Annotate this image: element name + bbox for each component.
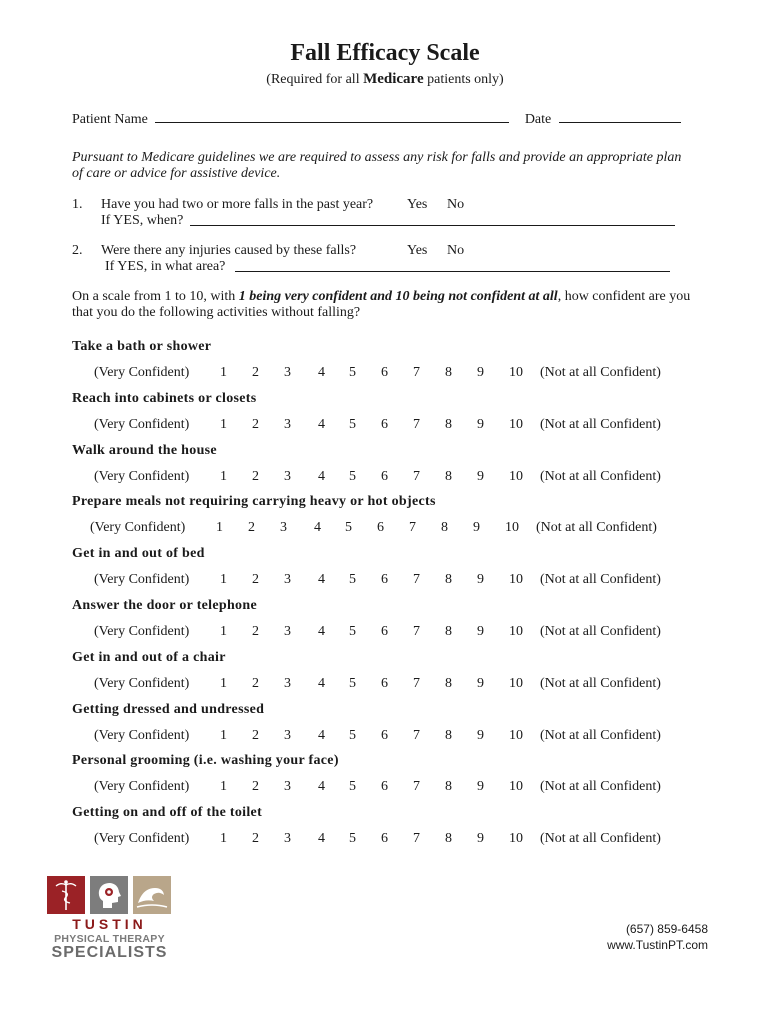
rating-option-6[interactable]: 6 (381, 468, 388, 484)
activity-item (72, 339, 692, 391)
rating-option-9[interactable]: 9 (477, 779, 484, 795)
activity-item (72, 546, 692, 598)
logo-line-2: PHYSICAL THERAPY (54, 933, 165, 945)
intro-text: Pursuant to Medicare guidelines we are required to assess any risk for falls and provide an appropriate plan of care or advice for assistive device. (72, 150, 682, 181)
question-text: Were there any injuries caused by these falls? (101, 243, 357, 258)
rating-option-2[interactable]: 2 (252, 365, 259, 380)
rating-option-9[interactable]: 9 (477, 416, 484, 432)
rating-option-5[interactable]: 5 (349, 831, 356, 847)
activity-item (72, 805, 692, 857)
contact-info (607, 921, 708, 953)
rating-option-3[interactable]: 3 (284, 779, 291, 795)
rating-option-2[interactable]: 2 (248, 520, 255, 536)
rating-option-10[interactable]: 10 (509, 416, 523, 432)
rating-option-5[interactable]: 5 (349, 365, 356, 380)
rating-option-8[interactable]: 8 (445, 727, 452, 743)
website-link[interactable]: www.TustinPT.com (607, 938, 708, 952)
rating-option-3[interactable]: 3 (284, 416, 291, 432)
rating-option-9[interactable]: 9 (477, 675, 484, 691)
very-confident-label: (Very Confident) (94, 365, 190, 380)
rating-option-2[interactable]: 2 (252, 779, 259, 795)
rating-option-3[interactable]: 3 (284, 831, 291, 847)
page-title: Fall Efficacy Scale (290, 40, 480, 66)
rating-option-6[interactable]: 6 (381, 365, 388, 380)
rating-option-1[interactable]: 1 (220, 572, 227, 588)
rating-option-5[interactable]: 5 (349, 416, 356, 432)
rating-option-7[interactable]: 7 (413, 624, 420, 639)
rating-option-4[interactable]: 4 (318, 779, 325, 795)
very-confident-label: (Very Confident) (94, 416, 190, 432)
rating-option-6[interactable]: 6 (381, 416, 388, 432)
activity-item (72, 702, 692, 754)
rating-option-4[interactable]: 4 (318, 624, 325, 639)
rating-option-10[interactable]: 10 (505, 520, 519, 536)
rating-option-2[interactable]: 2 (252, 624, 259, 639)
activity-label: Personal grooming (i.e. washing your face) (72, 753, 339, 769)
activity-label: Walk around the house (72, 442, 217, 458)
phone-number: (657) 859-6458 (625, 922, 708, 936)
question-text: Have you had two or more falls in the past year? (101, 197, 374, 212)
date-label: Date (524, 112, 552, 127)
rating-scale-row (72, 365, 692, 383)
not-confident-label: (Not at all Confident) (536, 520, 657, 536)
not-confident-label: (Not at all Confident) (540, 365, 661, 380)
followup-label: If YES, in what area? (105, 259, 226, 274)
rating-option-3[interactable]: 3 (284, 365, 291, 380)
rating-scale-row (72, 469, 692, 487)
rating-option-3[interactable]: 3 (284, 624, 291, 639)
activity-label: Get in and out of a chair (72, 649, 226, 665)
activity-label: Take a bath or shower (72, 339, 212, 354)
rating-option-3[interactable]: 3 (284, 675, 291, 691)
rating-option-9[interactable]: 9 (477, 727, 484, 743)
not-confident-label: (Not at all Confident) (540, 468, 661, 484)
no-option[interactable]: No (447, 243, 465, 258)
rating-option-2[interactable]: 2 (252, 572, 259, 588)
wave-icon (133, 876, 171, 914)
activity-item (72, 650, 692, 702)
rating-option-1[interactable]: 1 (220, 779, 227, 795)
rating-scale-row (72, 572, 692, 590)
rating-option-10[interactable]: 10 (509, 727, 523, 743)
very-confident-label: (Very Confident) (94, 779, 190, 795)
scale-instructions-emphasis: 1 being very confident and 10 being not confident at all (238, 289, 558, 304)
rating-option-2[interactable]: 2 (252, 831, 259, 847)
not-confident-label: (Not at all Confident) (540, 675, 661, 691)
rating-option-8[interactable]: 8 (441, 520, 448, 536)
rating-option-7[interactable]: 7 (413, 779, 420, 795)
rating-scale-row (72, 831, 692, 849)
activity-label: Answer the door or telephone (72, 598, 257, 613)
rating-option-7[interactable]: 7 (413, 468, 420, 484)
rating-option-6[interactable]: 6 (381, 624, 388, 639)
head-profile-icon (90, 876, 128, 914)
question-number: 1. (72, 197, 83, 212)
rating-option-6[interactable]: 6 (381, 572, 388, 588)
rating-option-3[interactable]: 3 (284, 727, 291, 743)
rating-option-8[interactable]: 8 (445, 365, 452, 380)
rating-option-4[interactable]: 4 (318, 831, 325, 847)
activity-item (72, 598, 692, 650)
rating-option-6[interactable]: 6 (381, 779, 388, 795)
rating-option-4[interactable]: 4 (314, 520, 321, 536)
rating-option-8[interactable]: 8 (445, 468, 452, 484)
followup-field[interactable] (235, 271, 670, 272)
rating-option-4[interactable]: 4 (318, 572, 325, 588)
patient-info-row (72, 110, 681, 128)
scale-instructions: On a scale from 1 to 10, with 1 being very confident and 10 being not confident at all, how confident are you that you do the following activities without falling? (72, 289, 691, 320)
rating-option-1[interactable]: 1 (220, 365, 227, 380)
rating-scale-row (72, 779, 692, 797)
very-confident-label: (Very Confident) (94, 624, 190, 639)
very-confident-label: (Very Confident) (94, 572, 190, 588)
rating-option-5[interactable]: 5 (345, 520, 352, 536)
not-confident-label: (Not at all Confident) (540, 416, 661, 432)
rating-option-8[interactable]: 8 (445, 831, 452, 847)
rating-option-2[interactable]: 2 (252, 416, 259, 432)
rating-option-5[interactable]: 5 (349, 572, 356, 588)
not-confident-label: (Not at all Confident) (540, 727, 661, 743)
activity-label: Getting dressed and undressed (72, 701, 265, 717)
caduceus-icon (47, 876, 85, 914)
date-field[interactable] (559, 110, 681, 123)
rating-scale-row (72, 520, 692, 538)
rating-option-10[interactable]: 10 (509, 572, 523, 588)
rating-option-10[interactable]: 10 (509, 468, 523, 484)
rating-option-1[interactable]: 1 (216, 520, 223, 536)
rating-option-10[interactable]: 10 (509, 365, 523, 380)
rating-option-6[interactable]: 6 (381, 675, 388, 691)
activity-item (72, 391, 692, 443)
yes-option[interactable]: Yes (407, 243, 428, 258)
logo-line-1: TUSTIN (72, 916, 147, 932)
rating-option-8[interactable]: 8 (445, 779, 452, 795)
rating-scale-row (72, 624, 692, 642)
rating-option-6[interactable]: 6 (381, 831, 388, 847)
rating-option-9[interactable]: 9 (477, 624, 484, 639)
patient-name-label: Patient Name (72, 112, 148, 127)
rating-option-4[interactable]: 4 (318, 727, 325, 743)
not-confident-label: (Not at all Confident) (540, 779, 661, 795)
followup-label: If YES, when? (101, 213, 184, 228)
rating-option-9[interactable]: 9 (473, 520, 480, 536)
rating-option-6[interactable]: 6 (377, 520, 384, 536)
rating-option-1[interactable]: 1 (220, 675, 227, 691)
rating-option-7[interactable]: 7 (413, 727, 420, 743)
followup-field[interactable] (190, 225, 675, 226)
rating-option-7[interactable]: 7 (413, 831, 420, 847)
rating-option-10[interactable]: 10 (509, 624, 523, 639)
tustin-logo (47, 876, 177, 966)
yes-option[interactable]: Yes (407, 197, 428, 212)
very-confident-label: (Very Confident) (94, 675, 190, 691)
rating-option-9[interactable]: 9 (477, 468, 484, 484)
rating-option-4[interactable]: 4 (318, 468, 325, 484)
activity-item (72, 494, 692, 546)
rating-scale-row (72, 676, 692, 694)
rating-option-7[interactable]: 7 (409, 520, 416, 536)
rating-option-9[interactable]: 9 (477, 572, 484, 588)
activity-label: Getting on and off of the toilet (72, 805, 263, 821)
activity-item (72, 443, 692, 495)
rating-option-3[interactable]: 3 (284, 468, 291, 484)
rating-option-5[interactable]: 5 (349, 624, 356, 639)
rating-option-8[interactable]: 8 (445, 675, 452, 691)
rating-option-1[interactable]: 1 (220, 831, 227, 847)
rating-option-1[interactable]: 1 (220, 468, 227, 484)
rating-option-1[interactable]: 1 (220, 416, 227, 432)
rating-option-1[interactable]: 1 (220, 624, 227, 639)
rating-option-4[interactable]: 4 (318, 365, 325, 380)
rating-option-8[interactable]: 8 (445, 416, 452, 432)
rating-option-4[interactable]: 4 (318, 675, 325, 691)
rating-option-8[interactable]: 8 (445, 624, 452, 639)
rating-option-7[interactable]: 7 (413, 365, 420, 380)
activity-label: Reach into cabinets or closets (72, 390, 257, 406)
not-confident-label: (Not at all Confident) (540, 572, 661, 588)
very-confident-label: (Very Confident) (94, 831, 190, 847)
rating-option-2[interactable]: 2 (252, 675, 259, 691)
patient-name-field[interactable] (155, 110, 509, 123)
rating-option-10[interactable]: 10 (509, 779, 523, 795)
rating-option-5[interactable]: 5 (349, 468, 356, 484)
rating-option-7[interactable]: 7 (413, 572, 420, 588)
very-confident-label: (Very Confident) (90, 520, 186, 536)
rating-scale-row (72, 728, 692, 746)
rating-option-4[interactable]: 4 (318, 416, 325, 432)
no-option[interactable]: No (447, 197, 465, 212)
rating-option-9[interactable]: 9 (477, 365, 484, 380)
not-confident-label: (Not at all Confident) (540, 831, 661, 847)
rating-option-1[interactable]: 1 (220, 727, 227, 743)
rating-option-2[interactable]: 2 (252, 468, 259, 484)
rating-option-5[interactable]: 5 (349, 675, 356, 691)
rating-option-10[interactable]: 10 (509, 675, 523, 691)
subtitle-medicare: Medicare (363, 71, 424, 87)
rating-option-3[interactable]: 3 (284, 572, 291, 588)
rating-option-3[interactable]: 3 (280, 520, 287, 536)
rating-option-6[interactable]: 6 (381, 727, 388, 743)
activity-item (72, 753, 692, 805)
activity-label: Prepare meals not requiring carrying heavy or hot objects (72, 494, 436, 510)
not-confident-label: (Not at all Confident) (540, 624, 661, 639)
rating-scale-row (72, 417, 692, 435)
page-subtitle: (Required for all Medicare patients only) (266, 71, 504, 87)
rating-option-9[interactable]: 9 (477, 831, 484, 847)
activity-label: Get in and out of bed (72, 546, 205, 562)
rating-option-8[interactable]: 8 (445, 572, 452, 588)
rating-option-5[interactable]: 5 (349, 779, 356, 795)
rating-option-7[interactable]: 7 (413, 675, 420, 691)
very-confident-label: (Very Confident) (94, 727, 190, 743)
logo-line-3: SPECIALISTS (51, 944, 168, 961)
rating-option-10[interactable]: 10 (509, 831, 523, 847)
rating-option-7[interactable]: 7 (413, 416, 420, 432)
very-confident-label: (Very Confident) (94, 468, 190, 484)
question-number: 2. (72, 243, 83, 258)
rating-option-2[interactable]: 2 (252, 727, 259, 743)
rating-option-5[interactable]: 5 (349, 727, 356, 743)
